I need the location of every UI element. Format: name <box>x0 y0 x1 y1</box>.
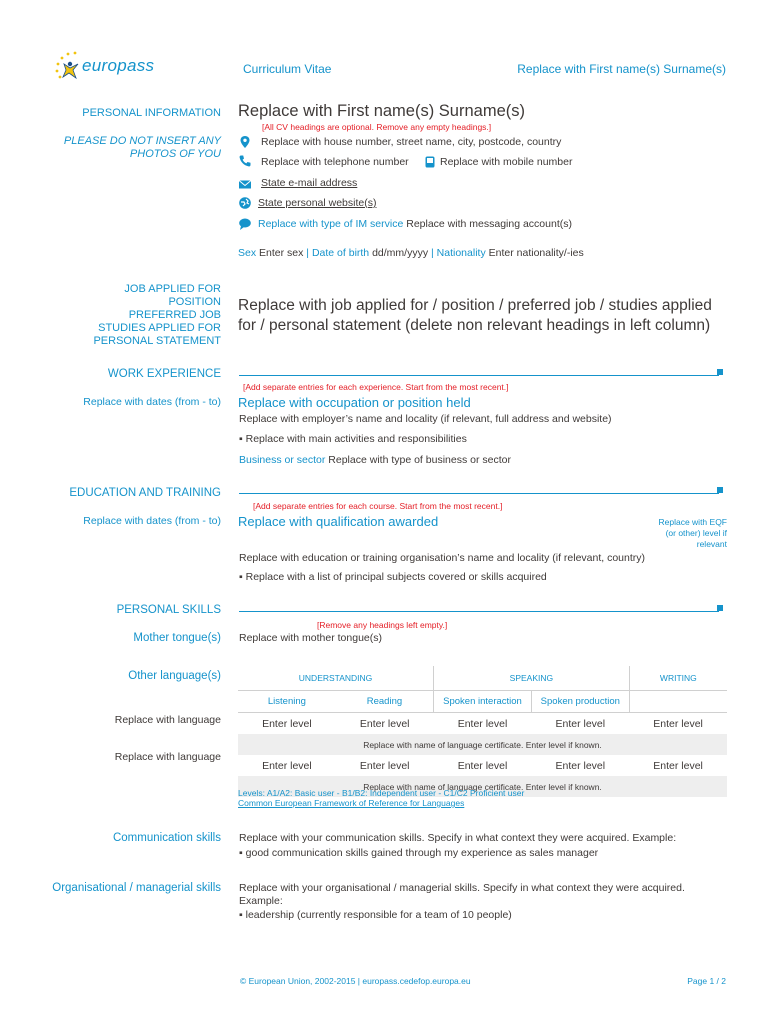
job-label-line: PREFERRED JOB <box>128 309 221 321</box>
sex-value: Enter sex <box>259 247 304 259</box>
email-address[interactable]: State e-mail address <box>261 177 358 189</box>
mother-tongue-value: Replace with mother tongue(s) <box>239 632 382 644</box>
cv-title: Curriculum Vitae <box>243 62 332 76</box>
writing-subheader <box>629 691 727 713</box>
language-certificate-row <box>238 734 727 755</box>
certificate-cell: Replace with name of language certificate. Enter level if known. <box>238 776 727 797</box>
level-cell: Enter level <box>555 759 606 772</box>
mobile-number: Replace with mobile number <box>440 156 573 168</box>
nationality-value: Enter nationality/-ies <box>488 247 584 259</box>
writing-header: WRITING <box>629 666 727 691</box>
section-marker <box>717 605 723 611</box>
mother-tongue-label: Mother tongue(s) <box>133 632 221 644</box>
listening-header: Listening <box>238 691 336 713</box>
job-label-line: PERSONAL STATEMENT <box>93 335 221 347</box>
section-education-training: EDUCATION AND TRAINING <box>69 487 221 499</box>
nationality-label: Nationality <box>436 247 486 259</box>
job-label-line: STUDIES APPLIED FOR <box>98 322 221 334</box>
communication-skills-line: ▪ good communication skills gained through my experience as sales manager <box>239 847 599 859</box>
job-label-line: JOB APPLIED FOR <box>124 283 221 295</box>
communication-skills-label: Communication skills <box>112 832 221 844</box>
europass-logo <box>52 50 162 84</box>
eqf-line: relevant <box>696 539 727 549</box>
telephone-icon <box>238 154 252 168</box>
qualification-title: Replace with qualification awarded <box>238 514 439 529</box>
language-levels-row <box>238 755 727 776</box>
im-account: Replace with messaging account(s) <box>406 218 572 230</box>
sex-label: Sex <box>238 247 257 259</box>
language-name: Replace with language <box>114 714 221 726</box>
logo-text: europass <box>82 56 155 75</box>
location-pin-icon <box>238 135 252 149</box>
organisational-skills-line: Example: <box>239 895 283 907</box>
level-cell: Enter level <box>555 717 606 730</box>
cefr-link[interactable]: Common European Framework of Reference for Languages <box>238 798 465 808</box>
im-service-label: Replace with type of IM service <box>258 218 404 230</box>
personal-details-line <box>238 247 584 259</box>
education-dates: Replace with dates (from - to) <box>83 515 221 527</box>
level-cell: Enter level <box>653 717 703 730</box>
other-languages-label: Other language(s) <box>128 670 221 682</box>
business-sector <box>239 454 511 466</box>
education-organisation: Replace with education or training organisation’s name and locality (if relevant, country) <box>239 552 646 564</box>
section-work-experience: WORK EXPERIENCE <box>107 368 221 380</box>
spoken-production-header: Spoken production <box>531 691 629 713</box>
level-cell: Enter level <box>262 717 312 730</box>
section-divider <box>239 493 719 494</box>
work-note: [Add separate entries for each experience. Start from the most recent.] <box>243 382 509 392</box>
page-number: Page 1 / 2 <box>687 976 726 986</box>
section-marker <box>717 487 723 493</box>
certificate-cell: Replace with name of language certificate. Enter level if known. <box>238 734 727 755</box>
headings-note: [All CV headings are optional. Remove any empty headings.] <box>262 122 492 132</box>
website-globe-icon <box>238 196 252 210</box>
language-table-subheader <box>238 691 727 713</box>
section-divider <box>239 611 719 612</box>
instant-messaging-icon <box>238 217 252 231</box>
dob-label: Date of birth <box>311 247 370 259</box>
eqf-level <box>659 517 728 550</box>
understanding-header: UNDERSTANDING <box>238 666 434 691</box>
job-label-line: POSITION <box>168 296 221 308</box>
level-cell: Enter level <box>653 759 703 772</box>
language-table-header <box>238 666 727 691</box>
reading-header: Reading <box>336 691 434 713</box>
level-cell: Enter level <box>457 759 508 772</box>
section-personal-information: PERSONAL INFORMATION <box>82 107 221 119</box>
work-dates: Replace with dates (from - to) <box>83 396 221 408</box>
telephone-number: Replace with telephone number <box>261 156 409 168</box>
level-cell: Enter level <box>262 759 312 772</box>
im-service-line <box>258 218 572 230</box>
separator: | <box>306 247 310 259</box>
separator: | <box>431 247 434 259</box>
organisational-skills-label: Organisational / managerial skills <box>52 882 221 894</box>
footer-copyright: © European Union, 2002-2015 | europass.cedefop.europa.eu <box>240 976 471 986</box>
full-name: Replace with First name(s) Surname(s) <box>238 102 525 120</box>
eqf-line: Replace with EQF <box>658 517 727 527</box>
activities: ▪ Replace with main activities and responsibilities <box>239 433 467 445</box>
level-cell: Enter level <box>457 717 508 730</box>
section-marker <box>717 369 723 375</box>
personal-website[interactable]: State personal website(s) <box>258 197 377 209</box>
mobile-phone-icon <box>425 156 435 168</box>
header-name: Replace with First name(s) Surname(s) <box>517 62 726 76</box>
sector-label: Business or sector <box>239 454 326 466</box>
education-note: [Add separate entries for each course. Start from the most recent.] <box>253 501 503 511</box>
language-levels-row <box>238 713 727 735</box>
organisational-skills-line: Replace with your organisational / managerial skills. Specify in what context they were acquired. <box>239 882 685 894</box>
address: Replace with house number, street name, city, postcode, country <box>261 136 562 148</box>
photo-note-line-1: PLEASE DO NOT INSERT ANY <box>63 135 221 147</box>
email-envelope-icon <box>238 177 252 191</box>
dob-value: dd/mm/yyyy <box>372 247 429 259</box>
eqf-line: (or other) level if <box>665 528 727 538</box>
level-cell: Enter level <box>359 759 410 772</box>
levels-note: Levels: A1/A2: Basic user - B1/B2: Independent user - C1/C2 Proficient user <box>238 788 525 798</box>
language-name: Replace with language <box>114 751 221 763</box>
section-divider <box>239 375 719 376</box>
job-statement-line-2: for / personal statement (delete non relevant headings in left column) <box>238 317 711 334</box>
level-cell: Enter level <box>359 717 410 730</box>
language-table <box>238 666 727 797</box>
communication-skills-line: Replace with your communication skills. Specify in what context they were acquired. Example: <box>239 832 677 844</box>
job-statement-line-1: Replace with job applied for / position / preferred job / studies applied <box>238 297 712 314</box>
photo-note-line-2: PHOTOS OF YOU <box>129 148 221 160</box>
skills-note: [Remove any headings left empty.] <box>317 620 448 630</box>
section-job-applied <box>46 283 221 348</box>
spoken-interaction-header: Spoken interaction <box>434 691 532 713</box>
employer: Replace with employer’s name and locality (if relevant, full address and website) <box>239 413 612 425</box>
education-subjects: ▪ Replace with a list of principal subjects covered or skills acquired <box>239 571 547 583</box>
occupation-title: Replace with occupation or position held <box>238 395 471 410</box>
organisational-skills-line: ▪ leadership (currently responsible for a team of 10 people) <box>239 909 512 921</box>
sector-value: Replace with type of business or sector <box>328 454 511 466</box>
section-personal-skills: PERSONAL SKILLS <box>116 604 221 616</box>
speaking-header: SPEAKING <box>434 666 630 691</box>
